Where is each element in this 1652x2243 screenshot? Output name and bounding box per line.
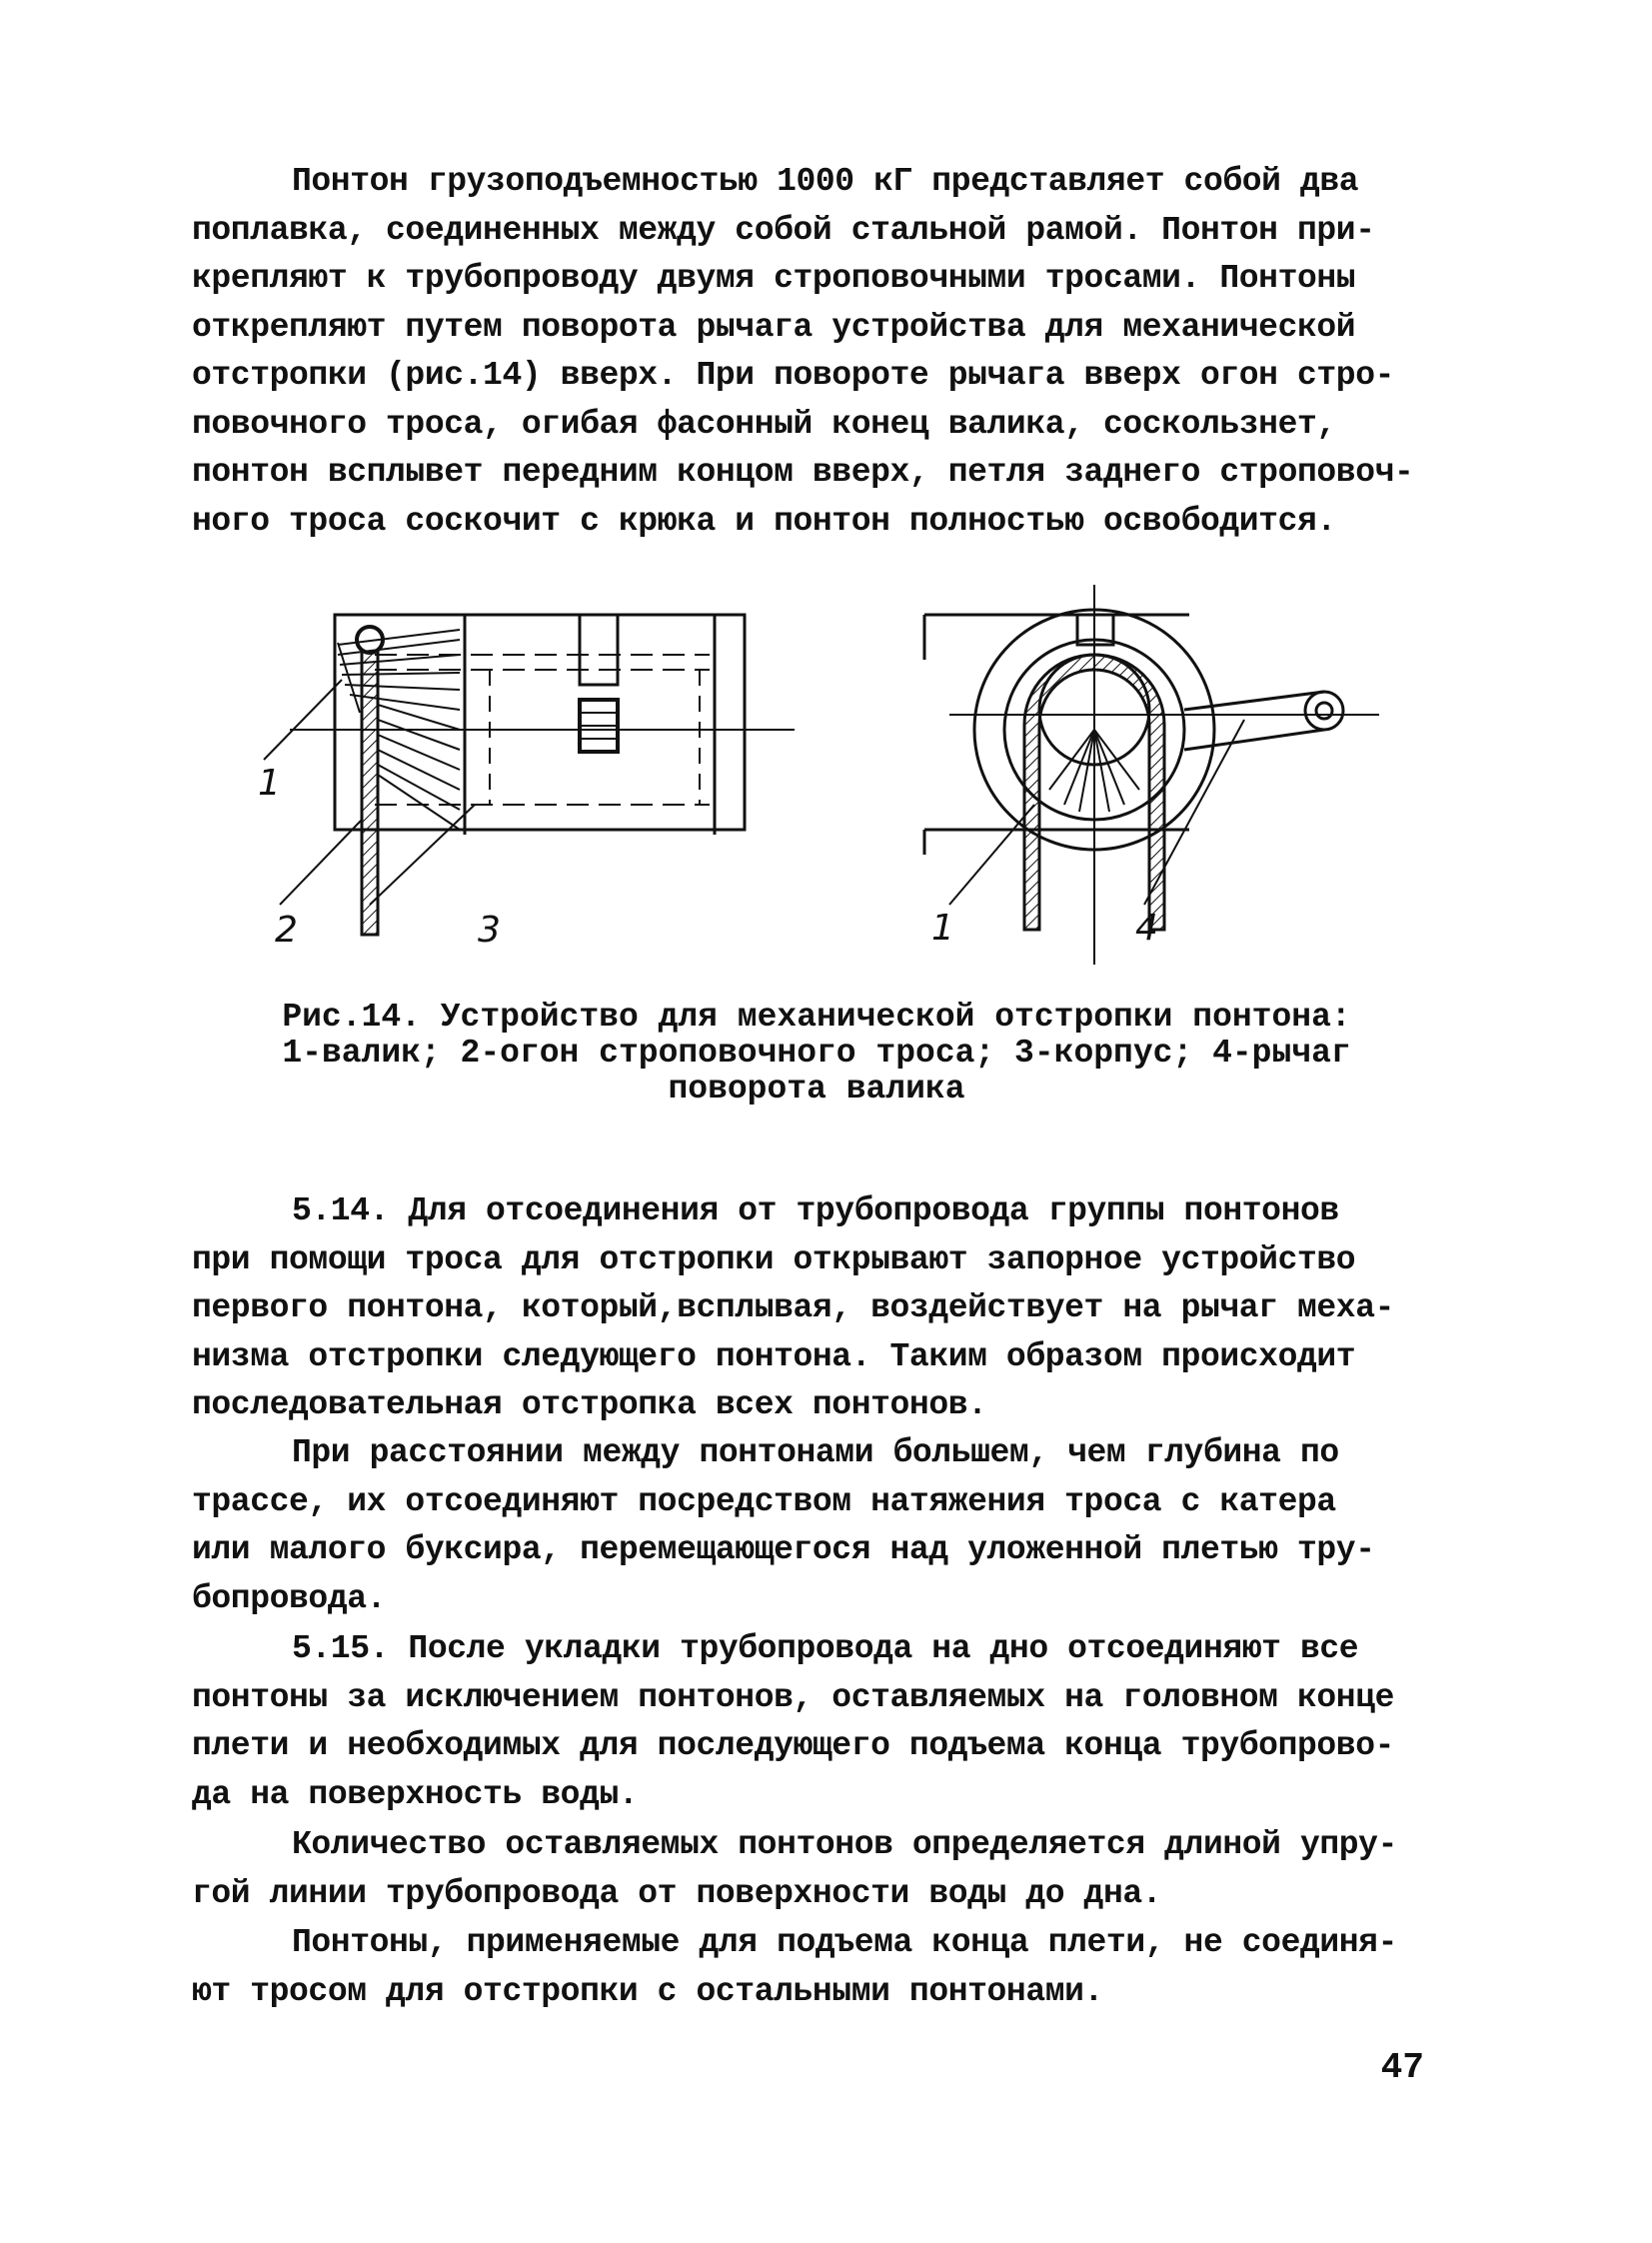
- text-line: Понтон грузоподъемностью 1000 кГ представляет собой два: [292, 163, 1359, 200]
- figure-caption: [192, 1000, 1441, 1108]
- caption-legend: поворота валика: [668, 1071, 965, 1108]
- text-line: понтоны за исключением понтонов, оставляемых на головном конце: [192, 1678, 1395, 1716]
- text-line: низма отстропки следующего понтона. Таким образом происходит: [192, 1337, 1356, 1375]
- text-line: бопровода.: [192, 1579, 387, 1617]
- text-line: первого понтона, который,всплывая, воздействует на рычаг меха-: [192, 1289, 1395, 1326]
- text-line: плети и необходимых для последующего подъема конца трубопрово-: [192, 1727, 1395, 1764]
- text-line: 5.15. После укладки трубопровода на дно отсоединяют все: [292, 1630, 1359, 1667]
- text-line: 5.14. Для отсоединения от трубопровода группы понтонов: [292, 1192, 1339, 1229]
- figure-right-front-view: [909, 580, 1389, 965]
- figure-label: 4: [1135, 908, 1158, 949]
- lifting-pontoons-paragraph: [192, 1919, 1441, 2016]
- text-line: крепляют к трубопроводу двумя строповочными тросами. Понтоны: [192, 260, 1356, 297]
- figure-left-side-view: [250, 595, 810, 965]
- text-line: или малого буксира, перемещающегося над уложенной плетью тру-: [192, 1531, 1375, 1568]
- text-line: отстропки (рис.14) вверх. При повороте рычага вверх огон стро-: [192, 357, 1395, 394]
- figure-label: 1: [258, 763, 281, 804]
- text-line: открепляют путем поворота рычага устройства для механической: [192, 308, 1356, 346]
- text-line: гой линии трубопровода от поверхности воды до дна.: [192, 1874, 1162, 1912]
- text-line: Количество оставляемых понтонов определяется длиной упру-: [292, 1826, 1397, 1863]
- text-line: повочного троса, огибая фасонный конец валика, соскользнет,: [192, 405, 1336, 443]
- pontoon-count-paragraph: [192, 1821, 1441, 1918]
- text-line: при помощи троса для отстропки открывают запорное устройство: [192, 1240, 1356, 1278]
- text-line: трассе, их отсоединяют посредством натяжения троса с катера: [192, 1482, 1336, 1520]
- distance-paragraph: [192, 1429, 1441, 1623]
- page-number: 47: [1380, 2047, 1424, 2088]
- caption-title: Рис.14. Устройство для механической отстропки понтона:: [282, 999, 1351, 1036]
- figure-label: 1: [931, 908, 954, 949]
- text-line: Понтоны, применяемые для подъема конца плети, не соединя-: [292, 1924, 1397, 1961]
- figure-label: 2: [275, 910, 298, 951]
- figure-label: 3: [478, 910, 501, 951]
- intro-paragraph: [192, 158, 1441, 546]
- side-view-drawing: [250, 595, 810, 965]
- section-5-15-paragraph: [192, 1625, 1441, 1819]
- section-5-14-paragraph: [192, 1187, 1441, 1430]
- text-line: ного троса соскочит с крюка и понтон полностью освободится.: [192, 502, 1336, 540]
- text-line: последовательная отстропка всех понтонов.: [192, 1386, 987, 1423]
- text-line: ют тросом для отстропки с остальными понтонами.: [192, 1972, 1103, 2010]
- text-line: При расстоянии между понтонами большем, чем глубина по: [292, 1434, 1339, 1471]
- text-line: поплавка, соединенных между собой стальной рамой. Понтон при-: [192, 211, 1375, 249]
- text-line: понтон всплывет передним концом вверх, петля заднего строповоч-: [192, 454, 1414, 491]
- caption-legend: 1-валик; 2-огон строповочного троса; 3-корпус; 4-рычаг: [282, 1035, 1351, 1072]
- text-line: да на поверхность воды.: [192, 1775, 639, 1813]
